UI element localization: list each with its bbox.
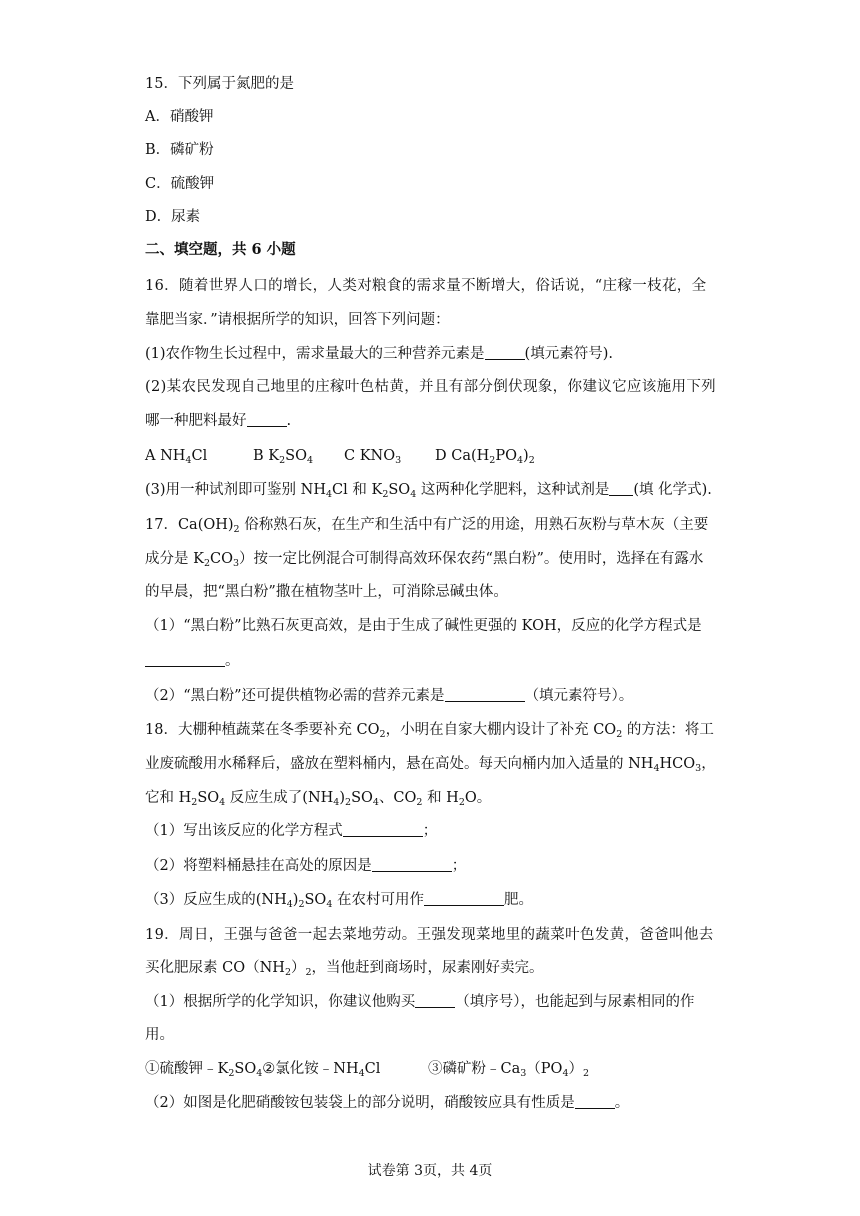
q15-option-a: A．硝酸钾 xyxy=(145,109,214,125)
q17-stem-line2: 成分是 $K_2CO_3$）按一定比例混合可制得高效环保农药“黑白粉”。使用时，选择在有露水 xyxy=(145,551,704,569)
answer-blank xyxy=(575,1094,615,1109)
q16-stem-line2: 靠肥当家．”请根据所学的知识，回答下列问题： xyxy=(145,312,450,328)
q18-stem-line2: 业废硫酸用水稀释后，盛放在塑料桶内，悬在高处。每天向桶内加入适量的 $NH_4HCO_3$， xyxy=(145,756,716,774)
q16-choice-d: D $Ca(H_2PO_4)_2$ xyxy=(435,448,535,466)
q18-part2: （2）将塑料桶悬挂在高处的原因是 ； xyxy=(145,858,467,874)
q16-choice-c: C $KNO_3$ xyxy=(344,448,402,466)
answer-blank xyxy=(415,993,455,1008)
q17-stem-line1: 17．$Ca(OH)_2$ 俗称熟石灰，在生产和生活中有广泛的用途，用熟石灰粉与草木灰（主要 xyxy=(145,517,709,535)
q17-stem-line3: 的早晨，把“黑白粉”撒在植物茎叶上，可消除忌碱虫体。 xyxy=(145,584,508,600)
answer-blank xyxy=(372,857,452,872)
q15-option-c: C．硫酸钾 xyxy=(145,176,215,192)
q16-part1: (1)农作物生长过程中，需求量最大的三种营养元素是 (填元素符号). xyxy=(145,346,613,362)
q19-part1-line2: 用。 xyxy=(145,1027,174,1043)
q16-choice-a: A $NH_4Cl$ xyxy=(145,448,208,466)
answer-blank xyxy=(424,891,504,906)
q19-options-12: ①硫酸钾$﹣K_2SO_4②$氯化铵$﹣NH_4Cl$ xyxy=(145,1061,381,1079)
section-title: 二、填空题，共 6 小题 xyxy=(145,241,296,258)
q16-part2-line1: (2)某农民发现自己地里的庄稼叶色枯黄，并且有部分倒伏现象，你建议它应该施用下列 xyxy=(145,379,717,395)
q17-part2: （2）“黑白粉”还可提供植物必需的营养元素是 （填元素符号）。 xyxy=(145,688,634,704)
q18-part1: （1）写出该反应的化学方程式 ； xyxy=(145,823,438,839)
answer-blank xyxy=(247,412,287,427)
q15-option-d: D．尿素 xyxy=(145,209,201,225)
q18-part3: （3）反应生成的$(NH_4)_2SO_4$ 在农村可用作 肥。 xyxy=(145,892,533,910)
q15-option-b: B．磷矿粉 xyxy=(145,142,214,158)
q19-stem-line2: 买化肥尿素 $CO(NH_2)_2$，当他赶到商场时，尿素刚好卖完。 xyxy=(145,960,544,978)
answer-blank xyxy=(609,481,633,496)
page-footer: 试卷第 3页，共 4页 xyxy=(367,1163,493,1179)
q17-part1-answer: 。 xyxy=(145,651,240,671)
q15-stem: 15．下列属于氮肥的是 xyxy=(145,76,294,92)
q19-part2: （2）如图是化肥硝酸铵包装袋上的部分说明，硝酸铵应具有性质是 。 xyxy=(145,1095,630,1111)
q16-part2-line2: 哪一种肥料最好 . xyxy=(145,413,292,429)
q19-option-3: ③磷矿粉$﹣Ca_3(PO_4)_2$ xyxy=(428,1061,590,1079)
q16-stem-line1: 16．随着世界人口的增长，人类对粮食的需求量不断增大，俗话说，“庄稼一枝花，全 xyxy=(145,278,707,294)
q19-part1: （1）根据所学的化学知识，你建议他购买 （填序号），也能起到与尿素相同的作 xyxy=(145,994,695,1010)
answer-blank xyxy=(445,687,525,702)
q19-options xyxy=(145,1059,589,1079)
q17-part1: （1）“黑白粉”比熟石灰更高效，是由于生成了碱性更强的 KOH，反应的化学方程式是 xyxy=(145,618,702,634)
q16-choice-b: B $K_2SO_4$ xyxy=(253,448,314,466)
answer-blank xyxy=(343,822,423,837)
q16-part3: (3)用一种试剂即可鉴别 $NH_4Cl$ 和 $K_2SO_4$ 这两种化学肥料，这种试剂是 (填 化学式). xyxy=(145,482,712,500)
answer-blank xyxy=(485,345,525,360)
answer-blank xyxy=(145,652,225,667)
q18-stem-line3: 它和 $H_2SO_4$ 反应生成了$(NH_4)_2SO_4$、$CO_2$ 和 $H_2O$。 xyxy=(145,790,492,808)
q18-stem-line1: 18．大棚种植蔬菜在冬季要补充 $CO_2$，小明在自家大棚内设计了补充 $CO_2$ 的方法：将工 xyxy=(145,722,714,740)
q16-choices xyxy=(145,446,535,466)
q19-stem-line1: 19．周日，王强与爸爸一起去菜地劳动。王强发现菜地里的蔬菜叶色发黄，爸爸叫他去 xyxy=(145,927,714,943)
